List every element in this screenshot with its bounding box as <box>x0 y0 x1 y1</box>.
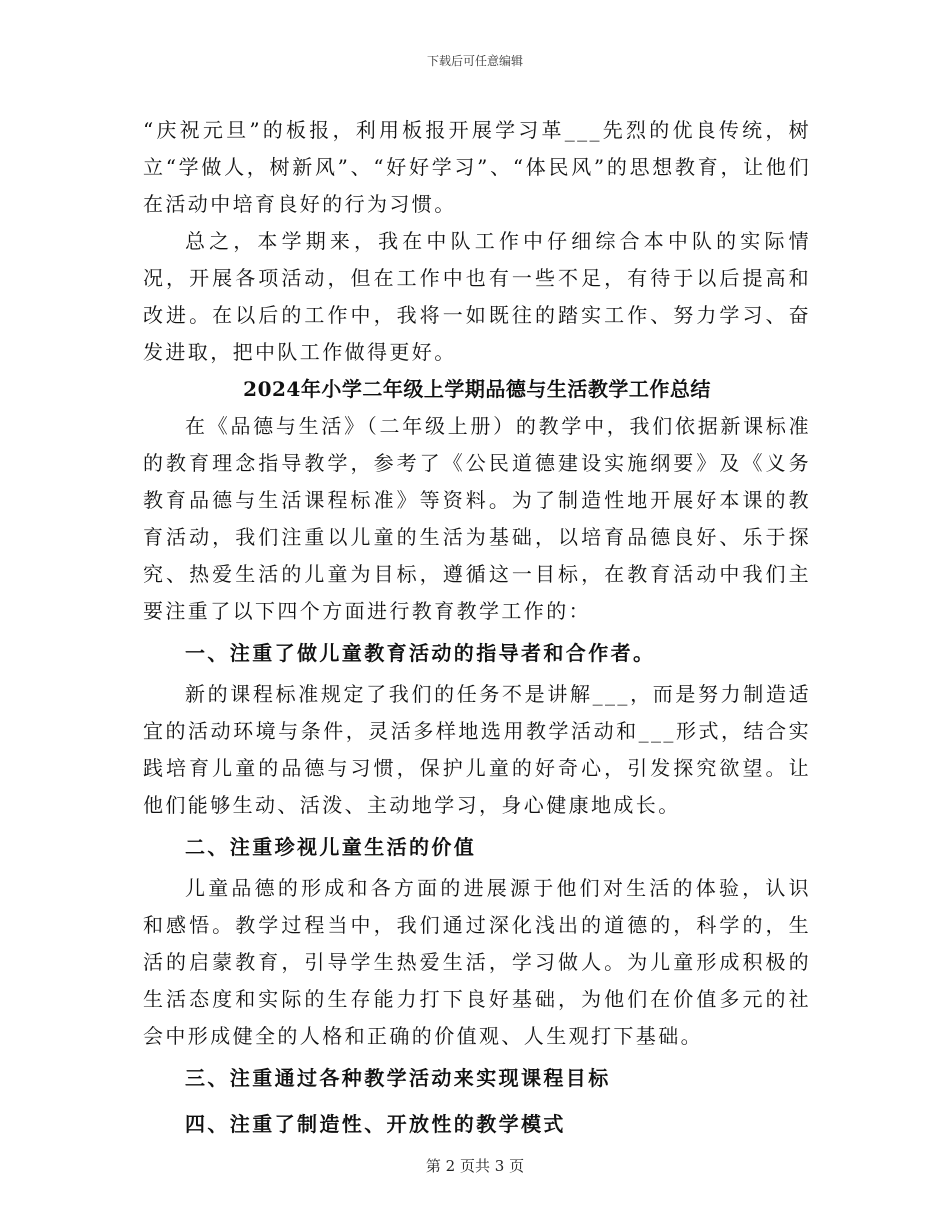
paragraph-section-2: 儿童品德的形成和各方面的进展源于他们对生活的体验，认识和感悟。教学过程当中，我们通过深化浅出的道德的，科学的，生活的启蒙教育，引导学生热爱生活，学习做人。为儿童形成积极的生活态度和实际的生存能力打下良好基础，为他们在价值多元的社会中形成健全的人格和正确的价值观、人生观打下基础。 <box>143 876 811 1048</box>
document-body <box>143 112 811 1147</box>
section-heading-3: 三、注重通过各种教学活动来实现课程目标 <box>185 1066 611 1090</box>
section-heading-1: 一、注重了做儿童教育活动的指导者和合作者。 <box>185 641 656 665</box>
page-number: 第 2 页共 3 页 <box>425 1157 525 1175</box>
document-title: 2024年小学二年级上学期品德与生活教学工作总结 <box>243 377 711 401</box>
paragraph-summary: 总之，本学期来，我在中队工作中仔细综合本中队的实际情况，开展各项活动，但在工作中也有一些不足，有待于以后提高和改进。在以后的工作中，我将一如既往的踏实工作、努力学习、奋发进取，把中队工作做得更好。 <box>143 229 811 364</box>
header-note: 下载后可任意编辑 <box>426 54 523 68</box>
section-heading-2: 二、注重珍视儿童生活的价值 <box>185 835 477 859</box>
paragraph-banner-activity: “庆祝元旦”的板报，利用板报开展学习革___先烈的优良传统，树立“学做人，树新风”、“好好学习”、“体民风”的思想教育，让他们在活动中培育良好的行为习惯。 <box>143 118 811 216</box>
paragraph-intro: 在《品德与生活》（二年级上册）的教学中，我们依据新课标准的教育理念指导教学，参考了《公民道德建设实施纲要》及《义务教育品德与生活课程标准》等资料。为了制造性地开展好本课的教育活动，我们注重以儿童的生活为基础，以培育品德良好、乐于探究、热爱生活的儿童为目标，遵循这一目标，在教育活动中我们主要注重了以下四个方面进行教育教学工作的： <box>143 414 811 623</box>
section-heading-4: 四、注重了制造性、开放性的教学模式 <box>185 1112 566 1136</box>
paragraph-section-1: 新的课程标准规定了我们的任务不是讲解___，而是努力制造适宜的活动环境与条件，灵活多样地选用教学活动和___形式，结合实践培育儿童的品德与习惯，保护儿童的好奇心，引发探究欲望。让他们能够生动、活泼、主动地学习，身心健康地成长。 <box>143 682 811 817</box>
